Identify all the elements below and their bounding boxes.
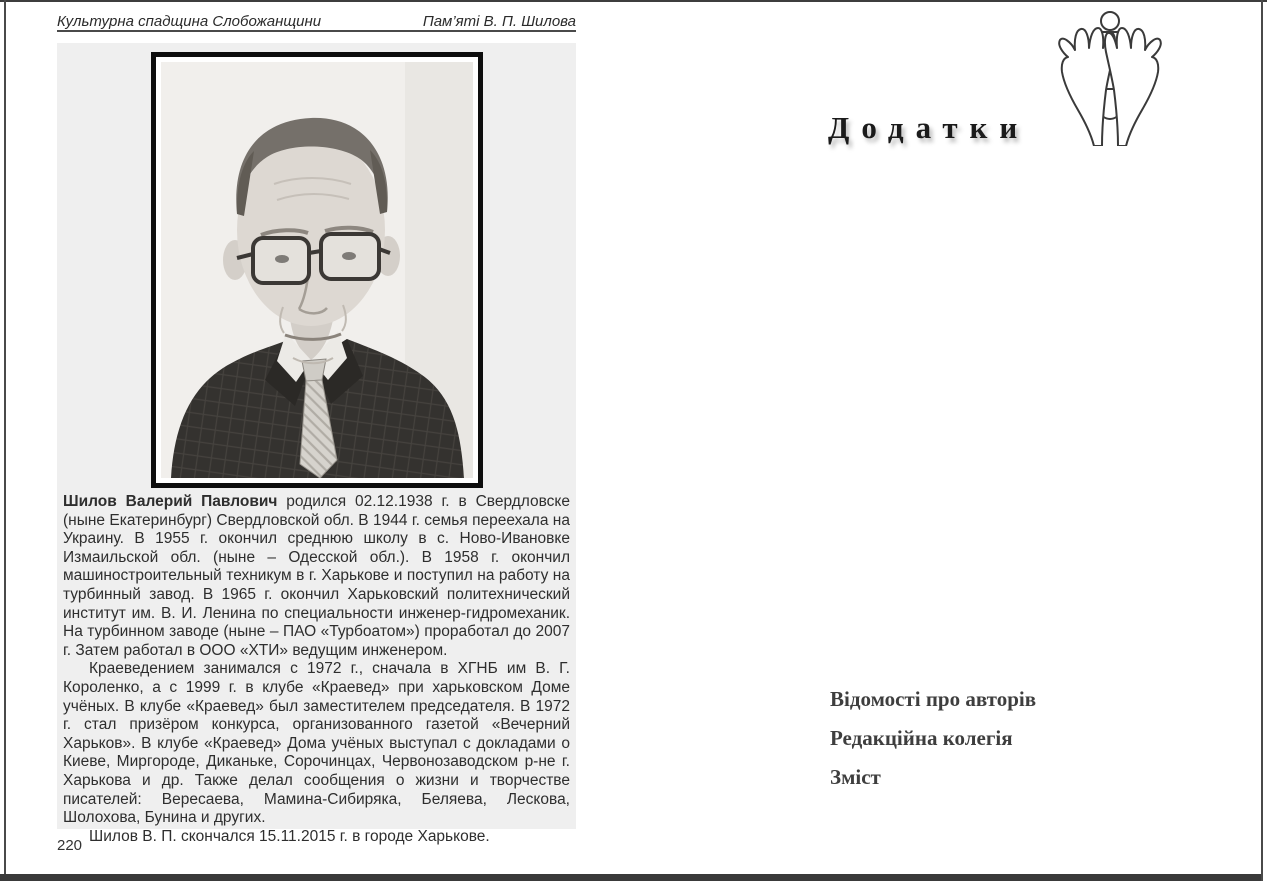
scan-border-left xyxy=(4,0,6,881)
biography-text xyxy=(57,493,576,846)
toc-item-contents: Зміст xyxy=(830,765,881,789)
toc-item-authors: Відомості про авторів xyxy=(830,687,1037,711)
scan-border-bottom xyxy=(0,874,1261,881)
bio-paragraph-2: Краеведением занимался с 1972 г., сначала в ХГНБ им В. Г. Короленко, а с 1999 г. в клубе «Краевед» при харьковском Доме учёных. В клубе «Краевед» был заместителем председателя. В 1972 г. стал призёром конкурса, организованного газетой «Вечерний Харьков». В клубе «Краевед» Дома учёных выступал с докладами о Киеве, Миргороде, Диканьке, Сорочинцах, Червонозаводском р-не г. Харькова и др. Также делал сообщения о жизни и творчестве писателей: Вересаева, Мамина-Сибиряка, Беляева, Лескова, Шолохова, Бунина и других. xyxy=(63,660,570,827)
bio-paragraph-1 xyxy=(63,493,570,660)
scan-border-top xyxy=(0,0,1267,2)
scan-border-right xyxy=(1261,0,1263,881)
portrait-photo-of-v-p-shilov xyxy=(161,62,473,478)
bio-name: Шилов Валерий Павлович xyxy=(63,493,278,510)
header-rule xyxy=(57,30,576,32)
appendix-toc xyxy=(830,688,1036,788)
running-header-right: Пам’яті В. П. Шилова xyxy=(422,13,576,30)
page-number: 220 xyxy=(57,837,83,854)
bio-paragraph-1-text: родился 02.12.1938 г. в Свердловске (ныне Екатеринбург) Свердловской обл. В 1944 г. семья переехала на Украину. В 1955 г. окончил среднюю школу в с. Ново-Ивановке Измаильской обл. (ныне – Одесской обл.). В 1958 г. окончил машиностроительный техникум в г. Харькове и поступил на работу на турбинный завод. В 1965 г. окончил Харьковский политехнический институт им. В. И. Ленина по специальности инженер-гидромеханик. На турбинном заводе (ныне – ПАО «Турбоатом») проработал до 2007 г. Затем работал в ООО «ХТИ» ведущим инженером. xyxy=(63,493,570,659)
bio-paragraph-3: Шилов В. П. скончался 15.11.2015 г. в городе Харькове. xyxy=(89,827,490,845)
section-title: Додатки xyxy=(828,110,1030,145)
portrait-photo-frame xyxy=(151,52,483,488)
toc-item-editorial-board: Редакційна колегія xyxy=(830,726,1013,750)
running-header-left: Культурна спадщина Слобожанщини xyxy=(57,13,322,30)
biography-block xyxy=(57,43,576,845)
hands-holding-figure-icon xyxy=(1044,6,1176,146)
